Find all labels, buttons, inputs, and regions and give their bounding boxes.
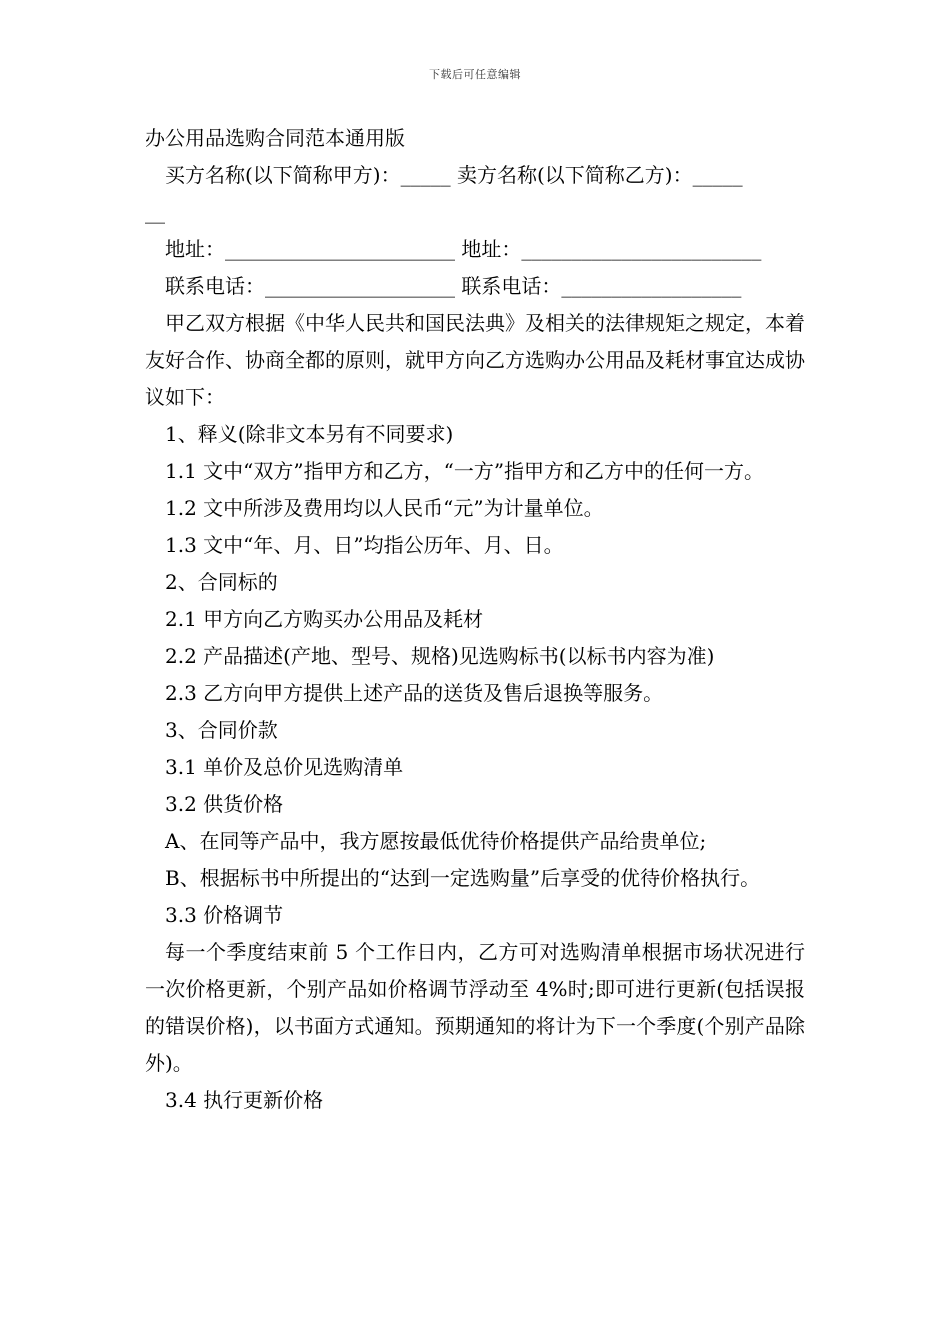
clause-2-1: 2.1 甲方向乙方购买办公用品及耗材	[165, 607, 484, 631]
clause-3-3: 3.3 价格调节	[165, 903, 284, 927]
section-1-heading: 1、释义(除非文本另有不同要求)	[165, 422, 454, 446]
intro-paragraph: 甲乙双方根据《中华人民共和国民法典》及相关的法律规矩之规定，本着友好合作、协商全都的原则，就甲方向乙方选购办公用品及耗材事宜达成协议如下：	[145, 311, 805, 409]
document-body	[145, 120, 805, 1119]
clause-1-2: 1.2 文中所涉及费用均以人民币“元”为计量单位。	[165, 496, 604, 520]
document-title: 办公用品选购合同范本通用版	[145, 126, 405, 150]
phone-line: 联系电话：___________________ 联系电话：__________________	[165, 274, 742, 298]
clause-3-2-b: B、根据标书中所提出的“达到一定选购量”后享受的优待价格执行。	[165, 866, 761, 890]
clause-3-3-body: 每一个季度结束前 5 个工作日内，乙方可对选购清单根据市场状况进行一次价格更新，个别产品如价格调节浮动至 4%时;即可进行更新(包括误报的错误价格)，以书面方式通知。预期通知的将计为下一个季度(个别产品除外)。	[145, 940, 805, 1075]
clause-1-1: 1.1 文中“双方”指甲方和乙方，“一方”指甲方和乙方中的任何一方。	[165, 459, 765, 483]
section-3-heading: 3、合同价款	[165, 718, 278, 742]
clause-3-2: 3.2 供货价格	[165, 792, 284, 816]
clause-3-2-a: A、在同等产品中，我方愿按最低优待价格提供产品给贵单位;	[165, 829, 707, 853]
clause-3-4: 3.4 执行更新价格	[165, 1088, 324, 1112]
clause-1-3: 1.3 文中“年、月、日”均指公历年、月、日。	[165, 533, 564, 557]
party-names-line-continued: __	[145, 200, 165, 224]
header-note: 下载后可任意编辑	[429, 68, 521, 81]
address-line: 地址：_______________________ 地址：________________________	[165, 237, 762, 261]
clause-2-2: 2.2 产品描述(产地、型号、规格)见选购标书(以标书内容为准)	[165, 644, 715, 668]
clause-2-3: 2.3 乙方向甲方提供上述产品的送货及售后退换等服务。	[165, 681, 664, 705]
clause-3-1: 3.1 单价及总价见选购清单	[165, 755, 404, 779]
section-2-heading: 2、合同标的	[165, 570, 278, 594]
party-names-line: 买方名称(以下简称甲方)：_____ 卖方名称(以下简称乙方)：_____	[165, 163, 743, 187]
